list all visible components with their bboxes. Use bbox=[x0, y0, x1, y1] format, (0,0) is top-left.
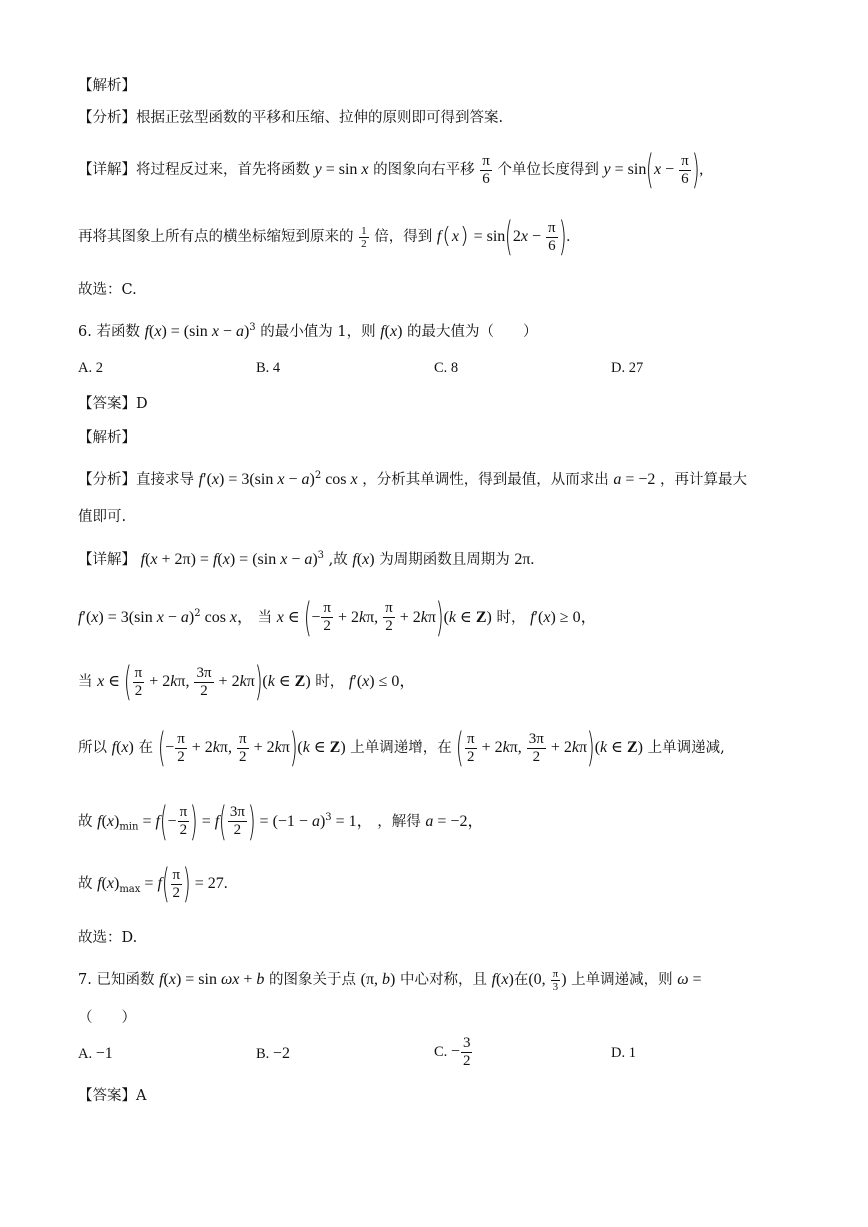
q6-detail-time-2: 时， bbox=[315, 674, 345, 690]
q6-detail-label: 【详解】 bbox=[78, 551, 136, 568]
q6-text-2: 的最小值为 1，则 bbox=[260, 323, 376, 340]
q6-analysis-text-1: 【分析】直接求导 bbox=[78, 471, 194, 488]
q7-text-3: 中心对称，且 bbox=[399, 972, 487, 988]
q6-answer: 【答案】D bbox=[78, 396, 148, 412]
q7-option-c: C. − $\frac{3}{2}$ bbox=[434, 1035, 471, 1069]
q6-analysis-cont: 值即可. bbox=[78, 509, 127, 525]
q6-choice-d: 故选：D. bbox=[78, 930, 138, 946]
q6-option-d: D. 27 bbox=[611, 360, 644, 376]
q6-detail-5: 故 $f(x)_{min} = f(-$ $\frac{\pi}{2}$ ) = f( $\frac{3\pi}{2}$ ) = $(-1 - a)^3 = 1$， ，解得 a = −2， bbox=[78, 798, 484, 845]
detail-text-1b: 的图象向右平移 bbox=[373, 162, 475, 178]
detail-text-1: 【详解】将过程反过来，首先将函数 bbox=[78, 162, 310, 178]
section-analysis-label: 【解析】 bbox=[78, 78, 136, 94]
q7-option-b: B. −2 bbox=[256, 1045, 290, 1062]
q7-text-4: 上单调递减，则 bbox=[571, 972, 673, 988]
detail-text-1c: 个单位长度得到 bbox=[497, 162, 599, 178]
q6-detail-inc: 上单调递增，在 bbox=[350, 740, 452, 756]
q6-analysis: 【分析】直接求导 f′(x) = 3(sin x − a)$^2$ cos x ，分析其单调性，得到最值，从而求出 a = −2 ，再计算最大 bbox=[78, 470, 748, 488]
q7-paren: （ ） bbox=[78, 1010, 136, 1026]
q6-text-3: 的最大值为（ ） bbox=[407, 323, 538, 340]
q6-analysis-label: 【解析】 bbox=[78, 430, 136, 446]
q6-detail-solve: ，解得 bbox=[377, 813, 421, 830]
q6-detail-therefore-2: 故 bbox=[78, 876, 93, 892]
q7-option-a: A. −1 bbox=[78, 1045, 113, 1062]
q6-detail-so: 所以 bbox=[78, 740, 107, 756]
q6-analysis-text-3: ，再计算最大 bbox=[660, 471, 748, 488]
q6-detail-4: 所以 f(x) 在 (− $\frac{\pi}{2}$ + 2kπ, $\frac{\pi}{2}$ + 2kπ)(k ∈ Z) 上单调递增，在 ( $\frac{\pi}{2}$ + 2kπ, $\frac{3\pi}{2}$ + 2kπ)(k ∈ Z) 上单调递减, bbox=[78, 725, 725, 771]
q7-text-1: 7. 已知函数 bbox=[78, 972, 155, 988]
q6-detail-6: 故 $f(x)_{max} = f$( $\frac{\pi}{2}$ ) = 27. bbox=[78, 861, 228, 907]
detail-line-2: 再将其图象上所有点的横坐标缩短到原来的 $\frac{1}{2}$ 倍，得到 f(x) = sin(2x − $\frac{\pi}{6}$ ). bbox=[78, 214, 571, 260]
q6-detail-text-2: 为周期函数且周期为 bbox=[379, 551, 510, 568]
q6-detail-when-1: 当 bbox=[257, 609, 273, 626]
q6-detail-in-1: 在 bbox=[138, 740, 153, 756]
q6-text-1: 6. 若函数 bbox=[78, 323, 140, 340]
q6-detail-dec: 上单调递减, bbox=[647, 740, 725, 756]
answer-choice-c: 故选：C. bbox=[78, 282, 137, 298]
question-7: 7. 已知函数 f(x) = sin ωx + b 的图象关于点 (π, b) 中心对称，且 f(x)在(0, $\frac{\pi}{3}$ ) 上单调递减，则 ω = bbox=[78, 967, 702, 993]
question-6: 6. 若函数 f(x) = (sin x − a)$^3$ 的最小值为 1，则 f(x) 的最大值为（ ） bbox=[78, 322, 538, 340]
q6-detail-text-1: ,故 bbox=[328, 551, 348, 568]
detail-line-1: 【详解】将过程反过来，首先将函数 y = sin x 的图象向右平移 $\frac{\pi}{6}$ 个单位长度得到 y = sin(x − $\frac{\pi}{6}$ ), bbox=[78, 147, 704, 193]
q6-option-b: B. 4 bbox=[256, 360, 281, 376]
detail-text-2b: 倍，得到 bbox=[374, 229, 433, 245]
q7-text-2: 的图象关于点 bbox=[269, 972, 357, 988]
q6-detail-therefore-1: 故 bbox=[78, 813, 93, 830]
q6-detail-2: f′(x) = 3(sin x − a)$^2$ cos x， 当 x ∈ (− $\frac{\pi}{2}$ + 2kπ, $\frac{\pi}{2}$ + 2kπ)(k ∈ Z) 时， f′(x) ≥ 0， bbox=[78, 594, 597, 641]
q6-detail-when-2: 当 bbox=[78, 674, 93, 690]
analysis-text: 【分析】根据正弦型函数的平移和压缩、拉伸的原则即可得到答案. bbox=[78, 110, 504, 126]
q7-answer: 【答案】A bbox=[78, 1088, 147, 1104]
q6-detail-1: 【详解】 f(x + 2π) = f(x) = (sin x − a)$^3$ ,故 f(x) 为周期函数且周期为 2π. bbox=[78, 550, 535, 568]
q7-option-d: D. 1 bbox=[611, 1045, 636, 1061]
q6-analysis-text-2: ，分析其单调性，得到最值，从而求出 bbox=[362, 471, 609, 488]
q6-option-c: C. 8 bbox=[434, 360, 459, 376]
q6-detail-time-1: 时， bbox=[496, 609, 526, 626]
q6-detail-3: 当 x ∈ ( $\frac{\pi}{2}$ + 2kπ, $\frac{3\pi}{2}$ + 2kπ)(k ∈ Z) 时， f′(x) ≤ 0， bbox=[78, 659, 416, 705]
detail-text-2: 再将其图象上所有点的横坐标缩短到原来的 bbox=[78, 229, 354, 245]
q6-option-a: A. 2 bbox=[78, 360, 103, 376]
